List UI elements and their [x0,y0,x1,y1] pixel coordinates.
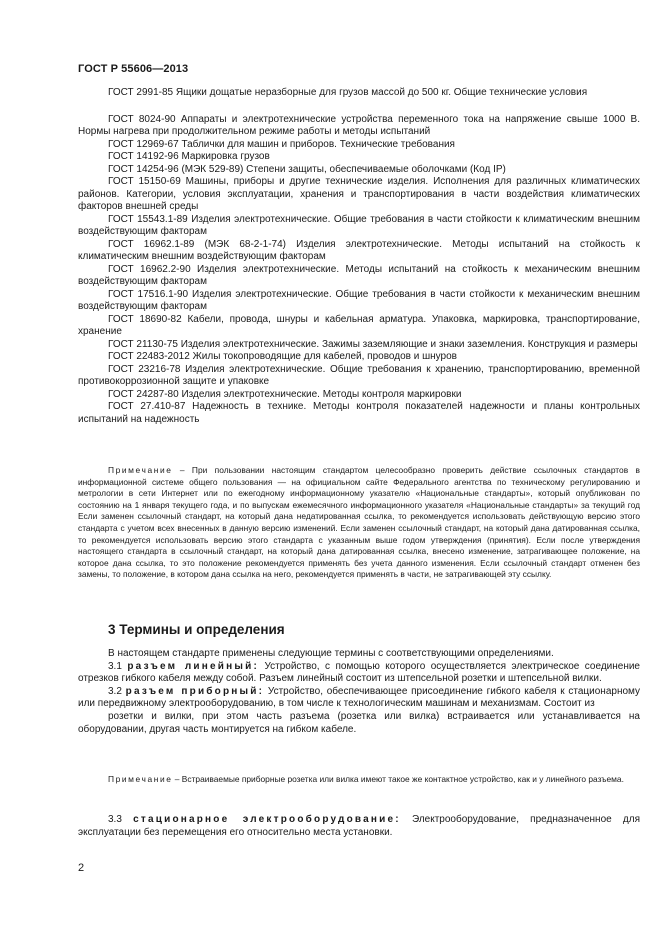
page-number: 2 [78,862,85,874]
term-name: разъем приборный: [125,685,265,697]
reference-item: ГОСТ 8024-90 Аппараты и электротехнические устройства переменного тока на напряжение свыше 1000 В. Нормы нагрева при продолжительном режиме работы и методы испытаний [78,113,640,137]
reference-item: ГОСТ 23216-78 Изделия электротехнические. Общие требования к хранению, транспортированию, временной противокоррозионной защите и упаковке [78,363,640,387]
reference-item: ГОСТ 15543.1-89 Изделия электротехнические. Общие требования в части стойкости к климатическим внешним воздействующим факторам [78,213,640,237]
reference-item: ГОСТ 15150-69 Машины, приборы и другие технические изделия. Исполнения для различных климатических районов. Категории, условия эксплуатации, хранения и транспортирования в части воздействия климатических факторов внешней среды [78,176,640,212]
term-3-3-block [78,814,640,839]
note-label: Примечание [108,465,173,475]
normative-references-list [78,87,640,426]
reference-item: ГОСТ 27.410-87 Надежность в технике. Методы контроля показателей надежности и планы контрольных испытаний на надежность [78,401,640,425]
note-text: – При пользовании настоящим стандартом целесообразно проверить действие ссылочных стандартов в информационной системе общего пользования — на официальном сайте Федерального агентства по техническому регулированию и метрологии в сети Интернет или по ежегодному информационному указателю «Национальные стандарты», который опубликован по состоянию на 1 января текущего года, и по выпускам ежемесячного информационного указателя «Национальные стандарты» за текущий год Если заменен ссылочный стандарт, на который дана недатированная ссылка, то рекомендуется использовать действующую версию этого стандарта с учетом всех внесенных в данную версию изменений. Если заменен ссылочный стандарт, на который дана датированная ссылка, то рекомендуется использовать версию этого стандарта с указанным выше годом утверждения (принятия). Если после утверждения настоящего стандарта в ссылочный стандарт, на который дана датированная ссылка, внесено изменение, затрагивающее положение, на которое дана ссылка, то это положение рекомендуется применять без учета данного изменения. Если ссылочный стандарт отменен без замены, то положение, в котором дана ссылка на него, рекомендуется применять в части, не затрагивающей эту ссылку. [78,465,640,580]
reference-item: ГОСТ 16962.1-89 (МЭК 68-2-1-74) Изделия электротехнические. Методы испытаний на стойкость к климатическим внешним воздействующим факторам [78,238,640,262]
term-name: разъем линейный: [127,660,259,672]
reference-item: ГОСТ 12969-67 Таблички для машин и приборов. Технические требования [108,138,455,150]
term-3-1: 3.1 разъем линейный: Устройство, с помощью которого осуществляется электрическое соединение отрезков гибкого кабеля между собой. Разъем линейный состоит из штепсельной розетки и штепсельной вилки. [78,660,640,685]
reference-item: ГОСТ 17516.1-90 Изделия электротехнические. Общие требования в части стойкости к механическим внешним воздействующим факторам [78,288,640,312]
term-3-3: 3.3 стационарное электрооборудование: Электрооборудование, предназначенное для эксплуатации без перемещения его относительно места установки. [78,814,640,838]
term-3-2-continuation: розетки и вилки, при этом часть разъема (розетка или вилка) встраивается или устанавливается на оборудовании, другая часть монтируется на гибком кабеле. [78,710,640,735]
reference-item: ГОСТ 2991-85 Ящики дощатые неразборные для грузов массой до 500 кг. Общие технические условия [108,87,588,98]
reference-item: ГОСТ 21130-75 Изделия электротехнические. Зажимы заземляющие и знаки заземления. Конструкция и размеры [108,338,638,350]
term-definition: Устройство, с помощью которого осуществляется электрическое соединение отрезков гибкого кабеля между собой. Разъем линейный состоит из штепсельной розетки и штепсельной вилки. [78,660,640,685]
terms-block [78,648,640,736]
term-name: стационарное электрооборудование: [133,814,401,825]
reference-item: ГОСТ 24287-80 Изделия электротехнические. Методы контроля маркировки [108,388,462,400]
reference-item: ГОСТ 22483-2012 Жилы токопроводящие для кабелей, проводов и шнуров [108,351,457,362]
reference-item: ГОСТ 16962.2-90 Изделия электротехнические. Методы испытаний на стойкость к механическим внешним воздействующим факторам [78,263,640,287]
term-definition: Устройство, обеспечивающее присоединение гибкого кабеля к стационарному или передвижному электрооборудованию, в том числе к технологическим машинам и механизмам. Состоит из [78,685,641,710]
terms-intro: В настоящем стандарте применены следующие термины с соответствующими определениями. [108,648,554,659]
term-3-2: 3.2 разъем приборный: Устройство, обеспечивающее присоединение гибкого кабеля к стационарному или передвижному электрооборудованию, в том числе к технологическим машинам и механизмам. Состоит из [78,685,641,710]
note-label: Примечание [108,774,173,784]
reference-item: ГОСТ 14192-96 Маркировка грузов [108,151,270,162]
reference-item: ГОСТ 18690-82 Кабели, провода, шнуры и кабельная арматура. Упаковка, маркировка, транспортирование, хранение [78,313,640,337]
section-heading: 3 Термины и определения [108,622,285,637]
note-text: – Встраиваемые приборные розетка или вилка имеют такое же контактное устройство, как и у линейного разъема. [172,774,624,784]
page-header: ГОСТ Р 55606—2013 [78,63,189,75]
term-note [78,773,640,785]
reference-item: ГОСТ 14254-96 (МЭК 529-89) Степени защиты, обеспечиваемые оболочками (Код IP) [108,163,506,175]
term-definition: Электрооборудование, предназначенное для эксплуатации без перемещения его относительно места установки. [78,814,640,838]
references-note [78,465,640,581]
